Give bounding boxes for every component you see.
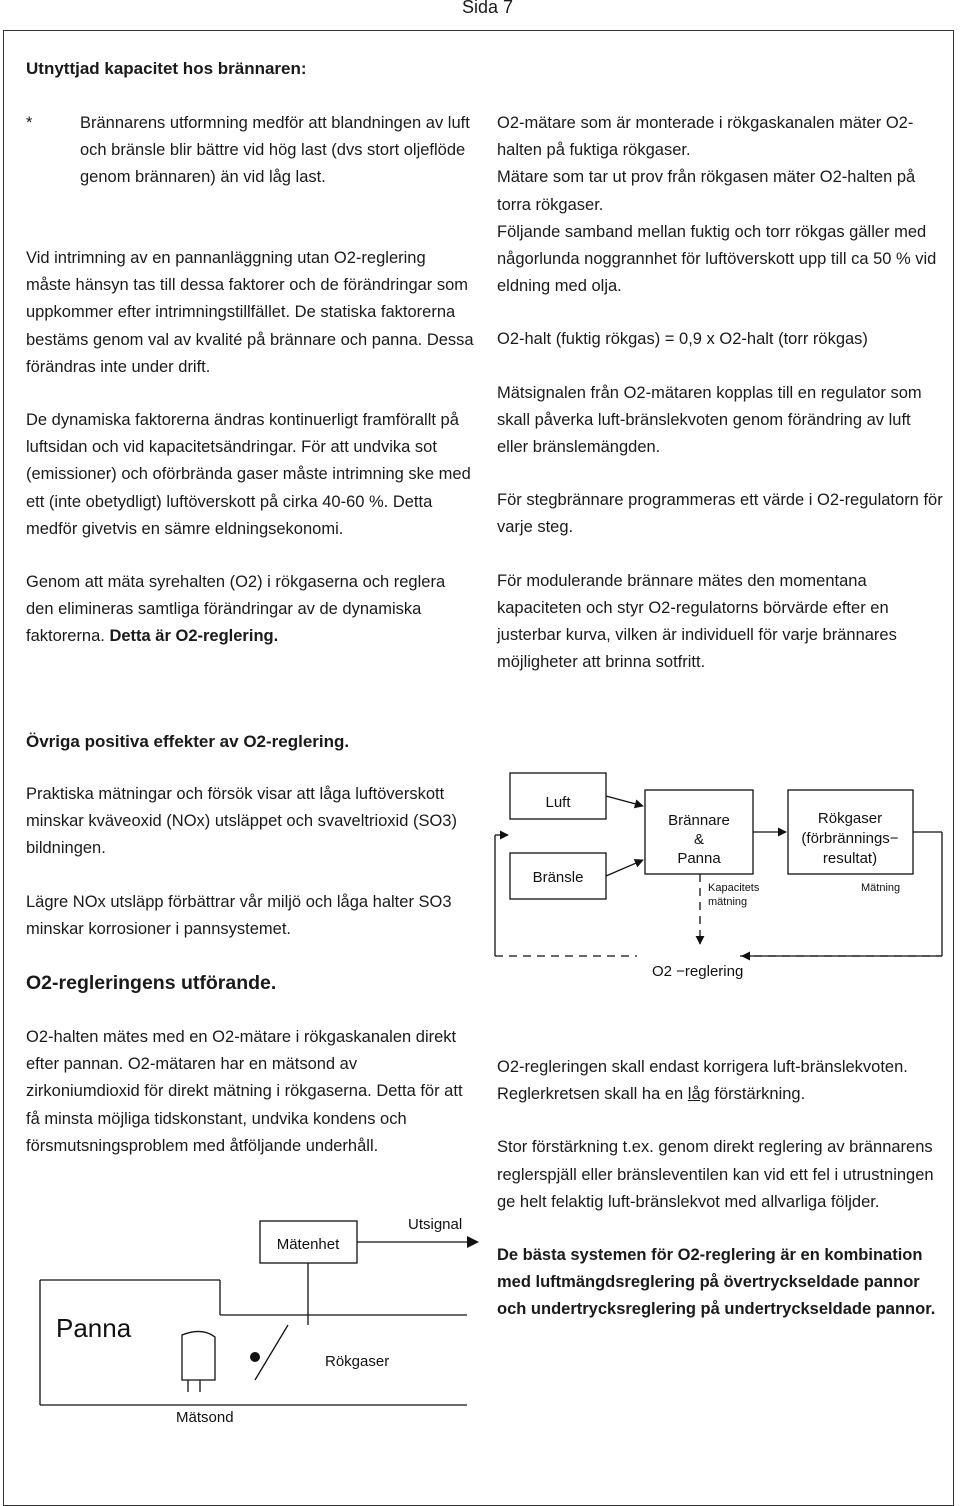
paragraph-lower-nox: Lägre NOx utsläpp förbättrar vår miljö och låga halter SO3 minskar korrosioner i pannsystemet.	[26, 892, 452, 938]
left-bottom-column	[26, 1024, 471, 1160]
label-kapacitet-2: mätning	[708, 896, 748, 908]
paragraph-relation: Följande samband mellan fuktig och torr rökgas gäller med någorlunda noggrannhet för luftöverskott upp till ca 50 % vid eldning med olja.	[497, 222, 937, 296]
bullet-mark: *	[26, 114, 33, 132]
label-matsond: Mätsond	[176, 1409, 234, 1426]
paragraph-large-gain: Stor förstärkning t.ex. genom direkt reglering av brännarens reglerspjäll eller bränsleventilen kan vid ett fel i utrustningen ge helt felaktig luft-bränslekvot med allvarliga följder.	[497, 1138, 934, 1211]
label-rokgaser-3: resultat)	[822, 850, 878, 867]
label-rokgaser-1: Rökgaser	[817, 810, 883, 827]
paragraph-wet-gases: O2-mätare som är monterade i rökgaskanalen mäter O2-halten på fuktiga rökgaser.	[497, 114, 914, 160]
page-number: Sida 7	[462, 0, 514, 17]
label-panna: Panna	[56, 1313, 132, 1343]
label-brannare-1: Brännare	[668, 812, 730, 829]
paragraph-step-burner: För stegbrännare programmeras ett värde i O2-regulatorn för varje steg.	[497, 491, 943, 537]
paragraph-dynamic-factors: De dynamiska faktorerna ändras kontinuerligt framförallt på luftsidan och vid kapacitetsändringar. För att undvika sot (emissioner) och oförbrända gaser måste intrimning ske med ett (inte obetydligt) luftöverskott på cirka 40-60 %. Detta medför givetvis en sämre eldningsekonomi.	[26, 411, 471, 538]
paragraph-regulator: Mätsignalen från O2-mätaren kopplas till en regulator som skall påverka luft-bränslekvoten genom förändring av luft eller bränslemängden.	[497, 383, 922, 457]
label-luft: Luft	[545, 794, 571, 811]
o2-regulation-definition: Detta är O2-reglering.	[109, 627, 279, 646]
label-bransle: Bränsle	[532, 869, 584, 886]
heading-execution: O2-regleringens utförande.	[26, 972, 277, 994]
label-o2-reglering: O2 −reglering	[652, 963, 744, 980]
label-matenhet: Mätenhet	[276, 1236, 340, 1253]
left-top-column	[26, 245, 475, 651]
paragraph-best-systems: De bästa systemen för O2-reglering är en kombination med luftmängdsreglering på övertryckseldade pannor och undertrycksreglering på undertryckseldade pannor.	[497, 1246, 936, 1319]
block-diagram	[480, 760, 950, 995]
formula-o2-wet-dry: O2-halt (fuktig rökgas) = 0,9 x O2-halt (torr rökgas)	[497, 330, 868, 349]
heading-capacity: Utnyttjad kapacitet hos brännaren:	[26, 59, 307, 78]
underlined-low: låg	[687, 1085, 710, 1104]
paragraph-burner-design: Brännarens utformning medför att blandningen av luft och bränsle blir bättre vid hög last (dvs stort oljeflöde genom brännaren) än vid låg last.	[80, 114, 470, 187]
label-rokgaser-2: (förbrännings−	[801, 830, 899, 847]
paragraph-dry-gases: Mätare som tar ut prov från rökgasen mäter O2-halten på torra rökgaser.	[497, 168, 916, 214]
label-matning: Mätning	[861, 882, 901, 894]
paragraph-modulating-burner: För modulerande brännare mätes den momentana kapaciteten och styr O2-regulatorns börvärde efter en justerbar kurva, vilken är individuell för varje brännares möjligheter att brinna sotfritt.	[497, 571, 897, 672]
label-brannare-3: Panna	[677, 850, 721, 867]
label-utsignal: Utsignal	[408, 1216, 463, 1233]
paragraph-trimming: Vid intrimning av en pannanläggning utan O2-reglering måste hänsyn tas till dessa faktorer och de förändringar som uppkommer efter intrimningstillfället. De statiska faktorerna bestäms genom val av kvalité på brännare och panna. Dessa förändras inte under drift.	[26, 249, 474, 376]
arrow-utsignal	[467, 1236, 479, 1248]
paragraph-measure-oxygen: Genom att mäta syrehalten (O2) i rökgaserna och reglera den elimineras samtliga förändringar av de dynamiska faktorerna. Detta är O2-reglering.	[26, 573, 446, 646]
label-kapacitet-1: Kapacitets	[708, 882, 760, 894]
installation-diagram	[30, 1205, 480, 1435]
label-brannare-2: &	[693, 831, 705, 848]
heading-effects: Övriga positiva effekter av O2-reglering.	[26, 732, 350, 751]
right-top-column	[497, 110, 943, 676]
right-bottom-column	[497, 1054, 943, 1324]
left-mid-column	[26, 781, 471, 943]
left-top-bullet-text	[80, 110, 475, 218]
paragraph-nox-measurements: Praktiska mätningar och försök visar att låga luftöverskott minskar kväveoxid (NOx) utsläppet och svaveltrioxid (SO3) bildningen.	[26, 785, 457, 858]
paragraph-correction: O2-regleringen skall endast korrigera luft-bränslekvoten. Reglerkretsen skall ha en låg förstärkning.	[497, 1058, 908, 1104]
label-rokgaser: Rökgaser	[325, 1353, 390, 1370]
paragraph-measurement-location: O2-halten mätes med en O2-mätare i rökgaskanalen direkt efter pannan. O2-mätaren har en mätsond av zirkoniumdioxid för direkt mätning i rökgaserna. Detta för att få minsta möjliga tidskonstant, undvika kondens och försmutsningsproblem med åtföljande underhåll.	[26, 1028, 463, 1155]
